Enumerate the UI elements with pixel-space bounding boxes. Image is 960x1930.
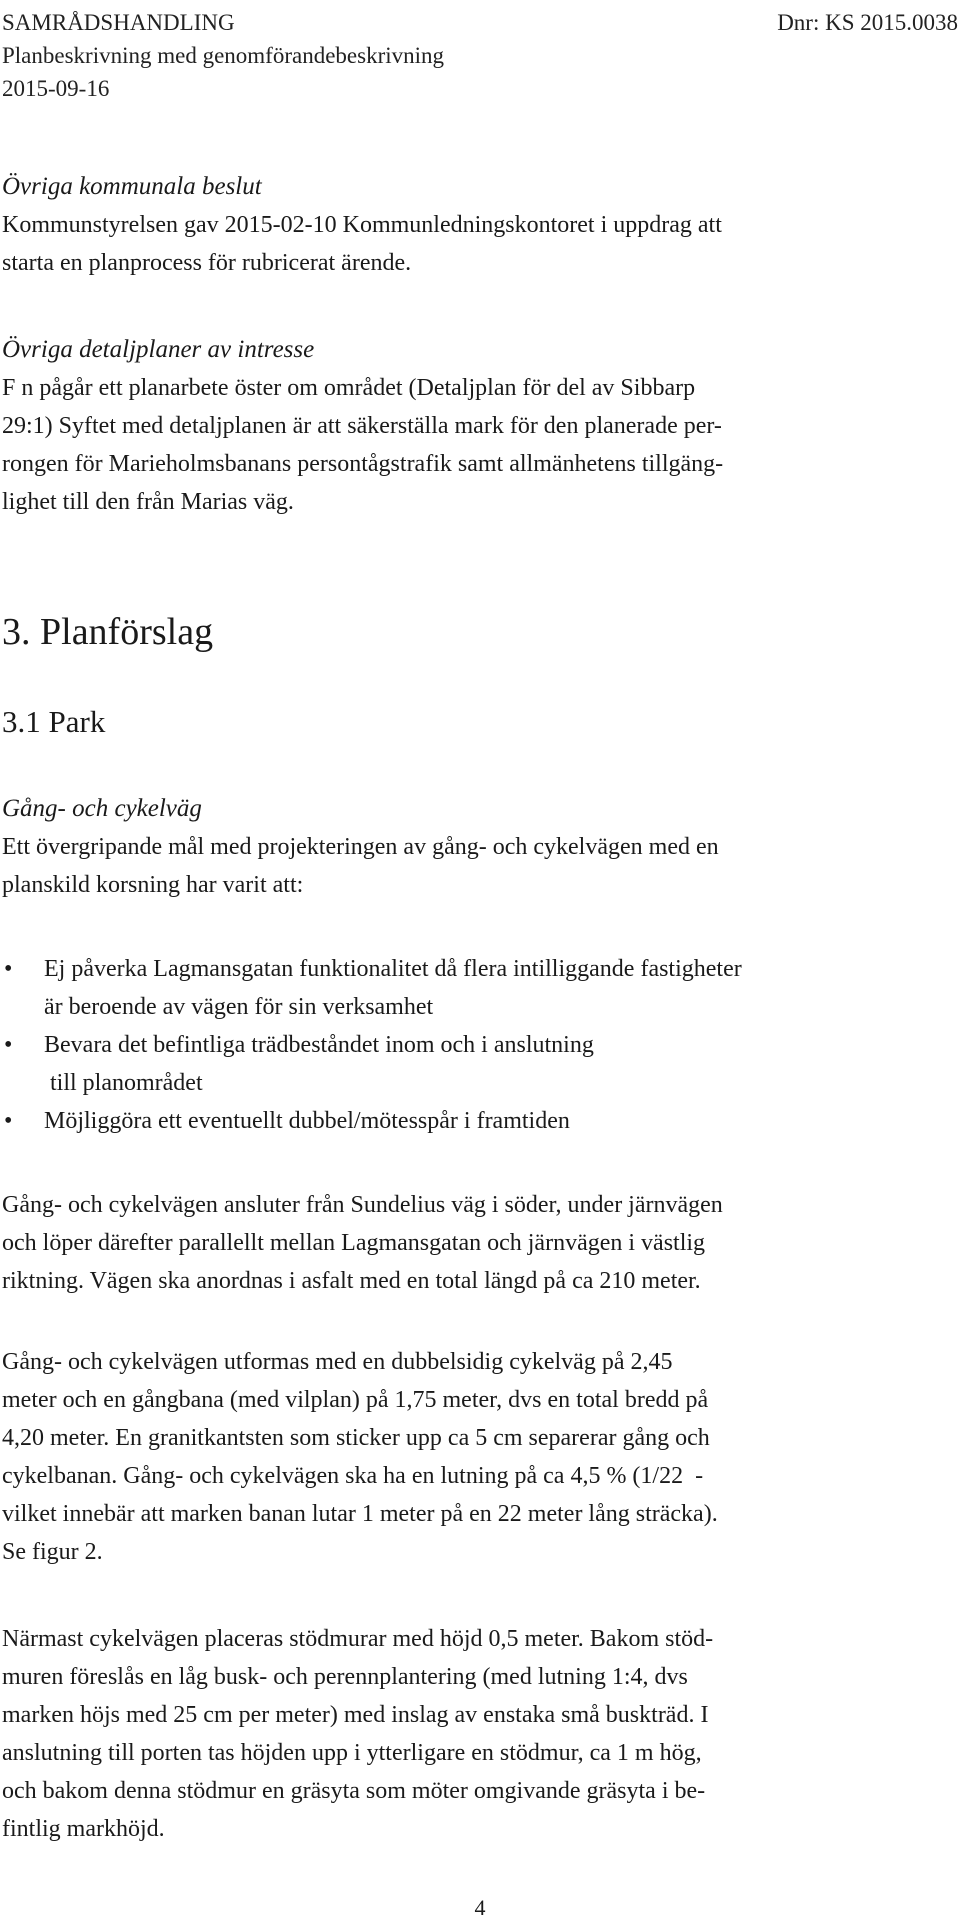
bullet-icon: • bbox=[4, 1108, 13, 1134]
text-line: anslutning till porten tas höjden upp i ytterligare en stödmur, ca 1 m hög, bbox=[2, 1740, 702, 1766]
subchapter-heading: 3.1 Park bbox=[2, 704, 106, 739]
text-line: Kommunstyrelsen gav 2015-02-10 Kommunledningskontoret i uppdrag att bbox=[2, 212, 722, 238]
section-heading: Övriga detaljplaner av intresse bbox=[2, 336, 315, 363]
intro-paragraph bbox=[2, 828, 952, 904]
text-line: Gång- och cykelvägen ansluter från Sundelius väg i söder, under järnvägen bbox=[2, 1192, 723, 1218]
goal-bullet-list bbox=[2, 950, 952, 1140]
doc-subtitle: Planbeskrivning med genomförandebeskrivning bbox=[2, 43, 445, 68]
text-line: meter och en gångbana (med vilplan) på 1,75 meter, dvs en total bredd på bbox=[2, 1387, 709, 1413]
section-ovriga-beslut bbox=[2, 168, 952, 282]
text-line: starta en planprocess för rubricerat ärende. bbox=[2, 250, 412, 276]
text-line: Närmast cykelvägen placeras stödmurar med höjd 0,5 meter. Bakom stöd- bbox=[2, 1626, 714, 1652]
text-line: och bakom denna stödmur en gräsyta som möter omgivande gräsyta i be- bbox=[2, 1778, 706, 1804]
section-body bbox=[2, 206, 952, 282]
text-line: lighet till den från Marias väg. bbox=[2, 489, 294, 515]
page-number: 4 bbox=[474, 1895, 486, 1920]
text-line: planskild korsning har varit att: bbox=[2, 872, 304, 898]
text-line: rongen för Marieholmsbanans persontågstrafik samt allmänhetens tillgäng- bbox=[2, 451, 724, 477]
list-item bbox=[2, 950, 952, 1026]
document-header bbox=[2, 6, 444, 105]
bullet-icon: • bbox=[4, 956, 13, 982]
section-body bbox=[2, 369, 952, 521]
list-item bbox=[2, 1102, 952, 1140]
paragraph-route bbox=[2, 1186, 952, 1300]
text-line: Möjliggöra ett eventuellt dubbel/mötesspår i framtiden bbox=[44, 1108, 570, 1134]
section-ovriga-detaljplaner bbox=[2, 331, 952, 521]
text-line: 4,20 meter. En granitkantsten som sticker upp ca 5 cm separerar gång och bbox=[2, 1425, 710, 1451]
text-line: är beroende av vägen för sin verksamhet bbox=[44, 994, 434, 1020]
text-line: riktning. Vägen ska anordnas i asfalt med en total längd på ca 210 meter. bbox=[2, 1268, 701, 1294]
section-heading: Gång- och cykelväg bbox=[2, 795, 202, 822]
text-line: till planområdet bbox=[44, 1070, 203, 1096]
doc-date: 2015-09-16 bbox=[2, 76, 110, 101]
section-heading: Övriga kommunala beslut bbox=[2, 173, 262, 200]
paragraph-design bbox=[2, 1343, 952, 1571]
text-line: muren föreslås en låg busk- och perennplantering (med lutning 1:4, dvs bbox=[2, 1664, 688, 1690]
text-line: och löper därefter parallellt mellan Lagmansgatan och järnvägen i västlig bbox=[2, 1230, 706, 1256]
diary-number: Dnr: KS 2015.0038 bbox=[777, 10, 958, 35]
text-line: fintlig markhöjd. bbox=[2, 1816, 165, 1842]
text-line: marken höjs med 25 cm per meter) med inslag av enstaka små buskträd. I bbox=[2, 1702, 709, 1728]
text-line: Ett övergripande mål med projekteringen av gång- och cykelvägen med en bbox=[2, 834, 719, 860]
paragraph-retaining-walls bbox=[2, 1620, 952, 1848]
chapter-heading: 3. Planförslag bbox=[2, 611, 214, 653]
text-line: F n pågår ett planarbete öster om området (Detaljplan för del av Sibbarp bbox=[2, 375, 696, 401]
doc-type: SAMRÅDSHANDLING bbox=[2, 10, 235, 35]
list-item bbox=[2, 1026, 952, 1102]
section-gang-cykelvag bbox=[2, 790, 952, 904]
text-line: cykelbanan. Gång- och cykelvägen ska ha en lutning på ca 4,5 % (1/22 - bbox=[2, 1463, 704, 1489]
bullet-icon: • bbox=[4, 1032, 13, 1058]
text-line: 29:1) Syftet med detaljplanen är att säkerställa mark för den planerade per- bbox=[2, 413, 722, 439]
text-line: Gång- och cykelvägen utformas med en dubbelsidig cykelväg på 2,45 bbox=[2, 1349, 673, 1375]
text-line: vilket innebär att marken banan lutar 1 meter på en 22 meter lång sträcka). bbox=[2, 1501, 718, 1527]
text-line: Bevara det befintliga trädbeståndet inom och i anslutning bbox=[44, 1032, 594, 1058]
text-line: Se figur 2. bbox=[2, 1539, 103, 1565]
text-line: Ej påverka Lagmansgatan funktionalitet då flera intilliggande fastigheter bbox=[44, 956, 742, 982]
